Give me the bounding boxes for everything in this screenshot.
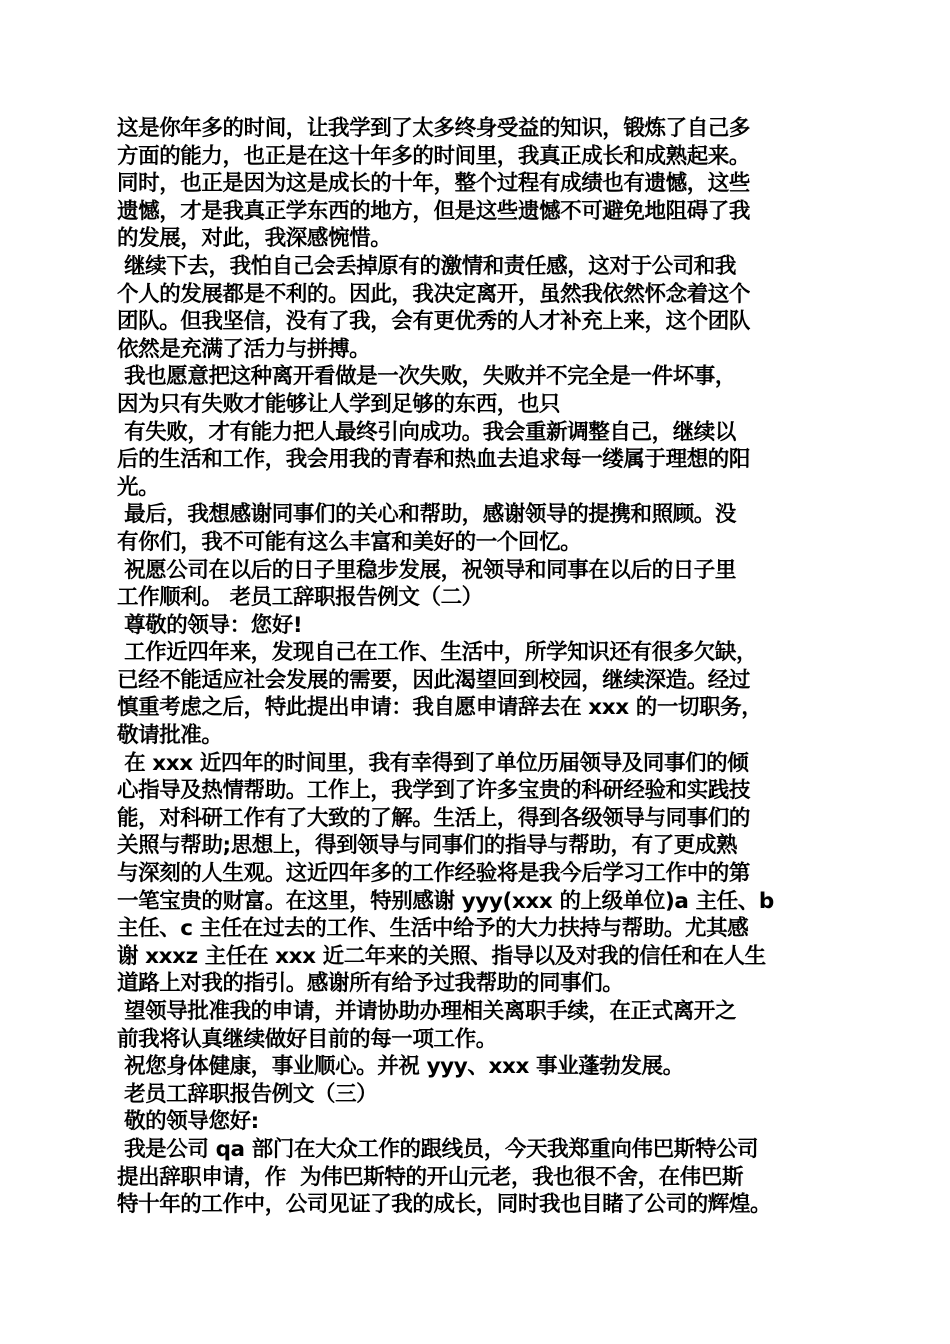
text-line: 这是你年多的时间，让我学到了太多终身受益的知识，锻炼了自己多 — [117, 116, 751, 141]
document-page — [117, 115, 845, 1219]
text-line: 个人的发展都是不利的。因此，我决定离开，虽然我依然怀念着这个 — [117, 281, 751, 307]
text-line: 的发展，对此，我深感惋惜。 — [117, 226, 392, 252]
text-line: 主任、c 主任在过去的工作、生活中给予的大力扶持与帮助。尤其感 — [117, 916, 749, 942]
text-line: 谢 xxxz 主任在 xxx 近二年来的关照、指导以及对我的信任和在人生 — [117, 943, 766, 969]
text-line: 心指导及热情帮助。工作上，我学到了许多宝贵的科研经验和实践技 — [117, 778, 751, 804]
text-line: 在 xxx 近四年的时间里，我有幸得到了单位历届领导及同事们的倾 — [117, 750, 749, 776]
text-line: 团队。但我坚信，没有了我，会有更优秀的人才补充上来，这个团队 — [117, 309, 751, 335]
text-line: 最后，我想感谢同事们的关心和帮助，感谢领导的提携和照顾。没 — [117, 502, 736, 528]
text-line: 继续下去，我怕自己会丢掉原有的激情和责任感，这对于公司和我 — [117, 253, 736, 279]
text-line: 祝您身体健康，事业顺心。并祝 yyy、xxx 事业蓬勃发展。 — [117, 1054, 684, 1080]
salutation: 敬的领导您好: — [117, 1109, 259, 1135]
text-line: 祝愿公司在以后的日子里稳步发展，祝领导和同事在以后的日子里 — [117, 557, 736, 583]
text-line: 敬请批准。 — [117, 723, 223, 749]
salutation: 尊敬的领导：您好! — [117, 612, 303, 638]
text-line: 道路上对我的指引。感谢所有给予过我帮助的同事们。 — [117, 971, 624, 997]
text-line: 一笔宝贵的财富。在这里，特别感谢 yyy(xxx 的上级单位)a 主任、b — [117, 888, 774, 914]
text-line: 特十年的工作中，公司见证了我的成长，同时我也目睹了公司的辉煌。 — [117, 1192, 772, 1218]
text-line: 与深刻的人生观。这近四年多的工作经验将是我今后学习工作中的第 — [117, 861, 751, 887]
section-heading: 老员工辞职报告例文（三） — [117, 1081, 378, 1107]
text-line: 有失败，才有能力把人最终引向成功。我会重新调整自己，继续以 — [117, 419, 736, 445]
text-line: 关照与帮助;思想上，得到领导与同事们的指导与帮助，有了更成熟 — [117, 833, 738, 859]
text-line: 我也愿意把这种离开看做是一次失败，失败并不完全是一件坏事， — [117, 364, 736, 390]
text-line: 提出辞职申请，作 为伟巴斯特的开山元老，我也很不舍，在伟巴斯 — [117, 1164, 744, 1190]
text-line: 已经不能适应社会发展的需要，因此渴望回到校园，继续深造。经过 — [117, 667, 751, 693]
text-line: 有你们，我不可能有这么丰富和美好的一个回忆。 — [117, 529, 582, 555]
text-line: 光。 — [117, 474, 160, 500]
section-heading: 工作顺利。 老员工辞职报告例文（二） — [117, 585, 483, 611]
text-line: 前我将认真继续做好目前的每一项工作。 — [117, 1026, 497, 1052]
text-line: 我是公司 qa 部门在大众工作的跟线员，今天我郑重向伟巴斯特公司 — [117, 1136, 759, 1162]
text-line: 望领导批准我的申请，并请协助办理相关离职手续，在正式离开之 — [117, 999, 736, 1024]
text-line: 依然是充满了活力与拼搏。 — [117, 336, 371, 362]
text-line: 遗憾，才是我真正学东西的地方，但是这些遗憾不可避免地阻碍了我 — [117, 198, 751, 224]
text-line: 慎重考虑之后，特此提出申请：我自愿申请辞去在 xxx 的一切职务， — [117, 695, 763, 721]
text-line: 后的生活和工作，我会用我的青春和热血去追求每一缕属于理想的阳 — [117, 447, 751, 473]
text-line: 同时，也正是因为这是成长的十年，整个过程有成绩也有遗憾，这些 — [117, 171, 751, 197]
text-line: 能，对科研工作有了大致的了解。生活上，得到各级领导与同事们的 — [117, 805, 751, 831]
text-line: 工作近四年来，发现自己在工作、生活中，所学知识还有很多欠缺， — [117, 640, 758, 666]
text-line: 因为只有失败才能够让人学到足够的东西，也只 — [117, 391, 561, 417]
text-line: 方面的能力，也正是在这十年多的时间里，我真正成长和成熟起来。 — [117, 143, 751, 169]
